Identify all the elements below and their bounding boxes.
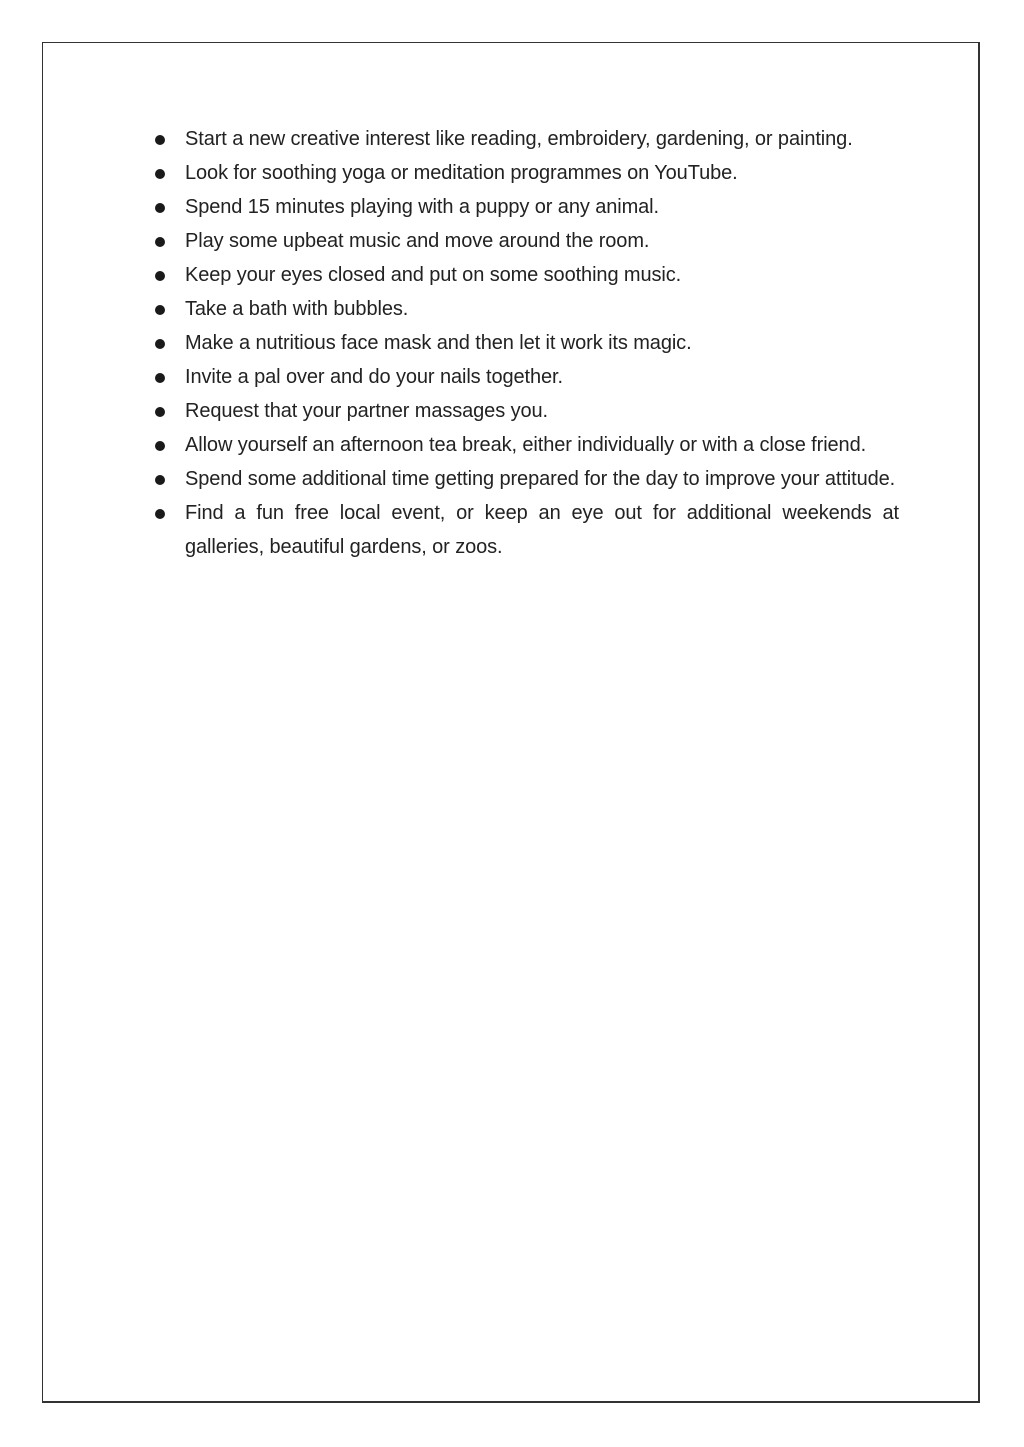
- list-item-text: Spend 15 minutes playing with a puppy or any animal.: [185, 196, 659, 218]
- list-item: [155, 156, 899, 190]
- list-item-text: Start a new creative interest like reading, embroidery, gardening, or painting.: [185, 128, 853, 150]
- list-item-text: Find a fun free local event, or keep an eye out for additional weekends at galleries, beautiful gardens, or zoos.: [185, 502, 899, 558]
- list-item-text: Invite a pal over and do your nails together.: [185, 366, 563, 388]
- list-item: [155, 394, 899, 428]
- bullet-icon: [155, 509, 165, 519]
- list-item: [155, 224, 899, 258]
- bullet-icon: [155, 271, 165, 281]
- list-item: [155, 360, 899, 394]
- bullet-icon: [155, 373, 165, 383]
- bullet-icon: [155, 169, 165, 179]
- list-item-text: Spend some additional time getting prepared for the day to improve your attitude.: [185, 468, 896, 490]
- list-item: [155, 190, 899, 224]
- list-item-text: Keep your eyes closed and put on some soothing music.: [185, 264, 682, 286]
- bullet-icon: [155, 441, 165, 451]
- list-item: [155, 462, 899, 496]
- bullet-icon: [155, 135, 165, 145]
- bullet-list: [155, 122, 899, 564]
- list-item: [155, 258, 899, 292]
- bullet-icon: [155, 237, 165, 247]
- list-item-text: Look for soothing yoga or meditation programmes on YouTube.: [185, 162, 738, 184]
- list-item: [155, 496, 899, 564]
- bullet-icon: [155, 339, 165, 349]
- bullet-icon: [155, 305, 165, 315]
- list-item-text: Take a bath with bubbles.: [185, 298, 409, 320]
- list-item: [155, 292, 899, 326]
- list-item-text: Play some upbeat music and move around the room.: [185, 230, 650, 252]
- bullet-icon: [155, 407, 165, 417]
- list-item-text: Make a nutritious face mask and then let it work its magic.: [185, 332, 692, 354]
- list-item-text: Request that your partner massages you.: [185, 400, 548, 422]
- list-item-text: Allow yourself an afternoon tea break, either individually or with a close friend.: [185, 434, 867, 456]
- list-item: [155, 326, 899, 360]
- list-item: [155, 122, 899, 156]
- bullet-icon: [155, 475, 165, 485]
- bullet-icon: [155, 203, 165, 213]
- list-item: [155, 428, 899, 462]
